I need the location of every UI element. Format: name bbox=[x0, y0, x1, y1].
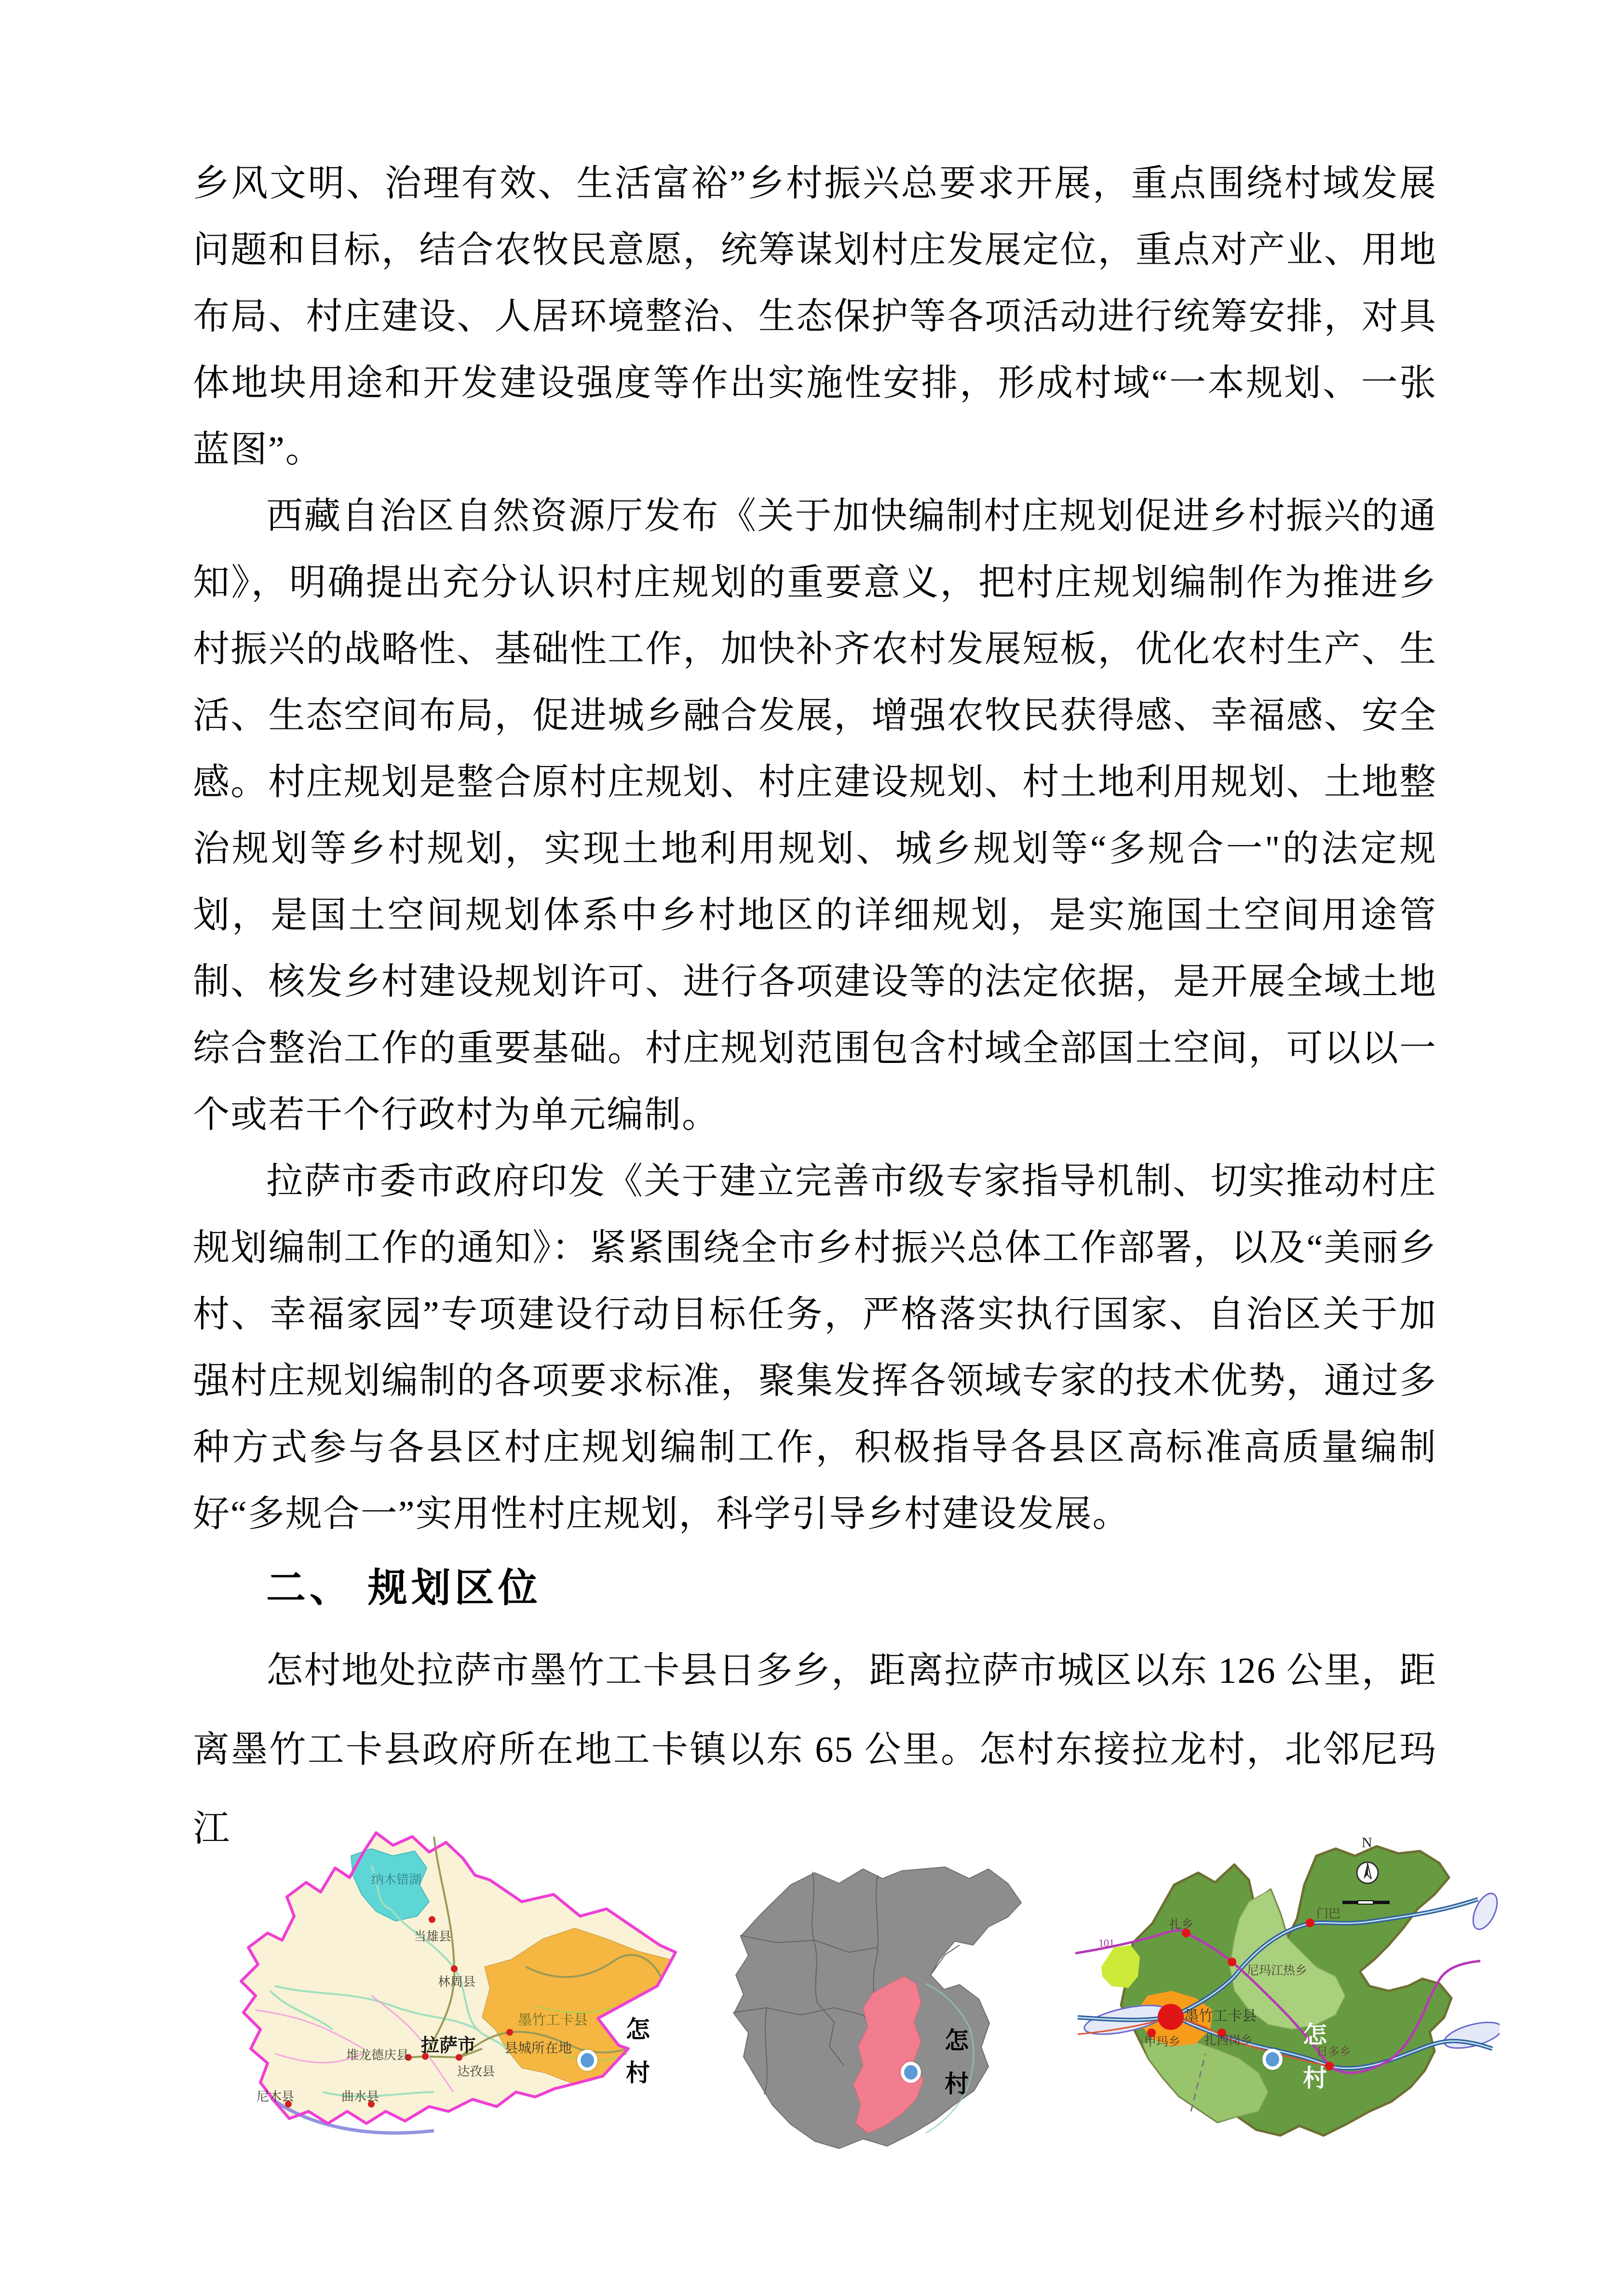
section-heading: 二、 规划区位 bbox=[266, 1566, 541, 1610]
paragraph-2: 西藏自治区自然资源厅发布《关于加快编制村庄规划促进乡村振兴的通知》，明确提出充分认识村庄规划的重要意义，把村庄规划编制作为推进乡村振兴的战略性、基础性工作，加快补齐农村发展短板，优化农村生产、生活、生态空间布局，促进城乡融合发展，增强农牧民获得感、幸福感、安全感。村庄规划是整合原村庄规划、村庄建设规划、村土地利用规划、土地整治规划等乡村规划，实现土地利用规划、城乡规划等“多规合一"的法定规划，是国土空间规划体系中乡村地区的详细规划，是实施国土空间用途管制、核发乡村建设规划许可、进行各项建设等的法定依据，是开展全域土地综合整治工作的重要基础。村庄规划范围包含村域全部国土空间，可以以一个或若干个行政村为单元编制。 bbox=[193, 496, 1437, 1135]
map-label-lhunzhub: 林周县 bbox=[438, 1975, 476, 1989]
map-label-menba-town: 门巴 bbox=[1316, 1907, 1341, 1920]
map-label-qushui: 曲水县 bbox=[341, 2090, 379, 2104]
zen-village-marker-map1 bbox=[577, 2050, 597, 2071]
document-text-block bbox=[193, 150, 1437, 1868]
map-label-namtso-lake: 纳木错湖 bbox=[371, 1873, 422, 1887]
paragraph-1: 乡风文明、治理有效、生活富裕”乡村振兴总要求开展，重点围绕村域发展问题和目标，结合农牧民意愿，统筹谋划村庄发展定位，重点对产业、用地布局、村庄建设、人居环境整治、生态保护等各项活动进行统筹安排，对具体地块用途和开发建设强度等作出实施性安排，形成村域“一本规划、一张蓝图”。 bbox=[193, 163, 1437, 470]
map-label-lhasa-city: 拉萨市 bbox=[421, 2036, 476, 2056]
northeast-lake bbox=[1468, 1890, 1500, 1933]
map-label-nimajiangre-town: 尼玛江热乡 bbox=[1247, 1964, 1308, 1977]
paragraph-4: 怎村地处拉萨市墨竹工卡县日多乡，距离拉萨市城区以东 126 公里，距离墨竹工卡县政府所在地工卡镇以东 65 公里。怎村东接拉龙村，北邻尼玛江 bbox=[193, 1651, 1437, 1849]
county-planning-map bbox=[1075, 1827, 1500, 2150]
county-township-overview-map bbox=[718, 1863, 1025, 2155]
map-label-zhaxigang-town: 扎西岗乡 bbox=[1204, 2034, 1253, 2047]
map-label-riduo-town: 日多乡 bbox=[1316, 2046, 1351, 2058]
zen-village-marker-map2 bbox=[901, 2062, 921, 2083]
map-label-road-101: 101 bbox=[1098, 1937, 1114, 1949]
lhasa-city-location-map bbox=[227, 1822, 685, 2152]
map-label-nyemo: 尼木县 bbox=[257, 2090, 295, 2104]
map-label-damxung: 当雄县 bbox=[414, 1930, 452, 1944]
zen-village-label-map3: 怎村 bbox=[1299, 2022, 1326, 2108]
svg-text:N: N bbox=[1362, 1835, 1372, 1851]
map-label-jiama-town: 甲玛乡 bbox=[1144, 2036, 1181, 2049]
map-label-county-seat: 县城所在地 bbox=[504, 2041, 572, 2056]
zen-village-label-map2: 怎村 bbox=[941, 2027, 968, 2114]
zen-village-marker-map3 bbox=[1262, 2049, 1283, 2070]
zen-village-label-map1: 怎村 bbox=[623, 2016, 650, 2103]
map-label-county-name: 墨竹工卡县 bbox=[1184, 2008, 1257, 2024]
map-label-maizhokunggar: 墨竹工卡县 bbox=[518, 2013, 588, 2028]
paragraph-3: 拉萨市委市政府印发《关于建立完善市级专家指导机制、切实推动村庄规划编制工作的通知》：紧紧围绕全市乡村振兴总体工作部署，以及“美丽乡村、幸福家园”专项建设行动目标任务，严格落实执行国家、自治区关于加强村庄规划编制的各项要求标准，聚集发挥各领域专家的技术优势，通过多种方式参与各县区村庄规划编制工作，积极指导各县区高标准高质量编制好“多规合一”实用性村庄规划，科学引导乡村建设发展。 bbox=[193, 1161, 1437, 1534]
map-label-doilungdeqen: 堆龙德庆县 bbox=[346, 2048, 409, 2062]
map-label-zha-town: 扎乡 bbox=[1169, 1918, 1194, 1931]
map-label-dagze: 达孜县 bbox=[457, 2065, 495, 2079]
scale-bar bbox=[1342, 1901, 1390, 1904]
